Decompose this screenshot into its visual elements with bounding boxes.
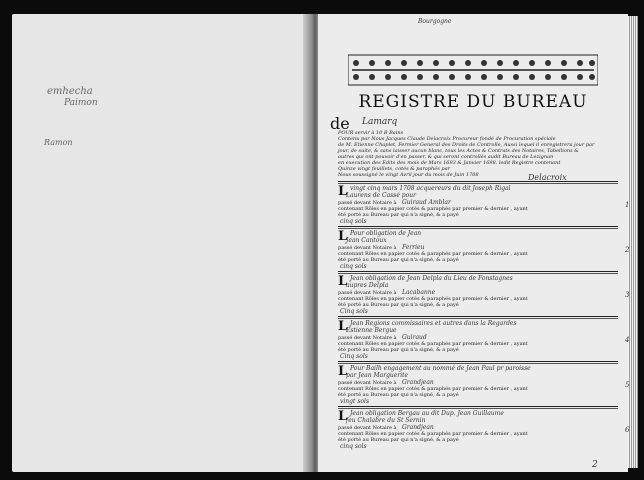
entry-handwriting: feu Chalabre du St Sernin (346, 417, 426, 424)
left-margin-mark: Ramon (44, 138, 73, 147)
register-page (318, 14, 628, 472)
form-line: contenant Rôles en papier cotés & paraphés par premier & dernier , ayant (338, 296, 528, 302)
preamble-line: Quinze vingt feuillets, cotés & paraphés par (338, 166, 450, 172)
page-number: 2 (592, 460, 598, 470)
divider (338, 361, 618, 362)
divider (338, 408, 618, 409)
divider (338, 181, 618, 182)
form-line: passé devant Notaire à (338, 245, 397, 251)
entry-handwriting: vingt cinq mars 1708 acquereurs du dit Joseph Rigal (350, 185, 511, 192)
form-line: contenant Rôles en papier cotés & paraphés par premier & dernier , ayant (338, 386, 528, 392)
form-line: été porté au Bureau par qui n'a signé, & a payé (338, 347, 459, 353)
notary-name: Guiraud (402, 334, 427, 341)
divider (338, 406, 618, 407)
entry-initial: L (338, 184, 348, 199)
preamble-line: en execution des Edits des mois de Mars 1693 & Janvier 1698. ledit Registre contenant (338, 160, 561, 166)
left-margin-mark: emhecha (47, 86, 93, 97)
entry-handwriting: par Jean Marguerite (346, 372, 409, 379)
entry-handwriting: Jean obligation de Jean Delpla du Lieu de Fonstagnes (350, 275, 513, 282)
corner-note: Bourgogne (418, 18, 452, 25)
left-blank-page (12, 14, 308, 472)
fee-paid: cinq sols (340, 218, 367, 225)
office-name: Lamarq (362, 117, 398, 127)
form-line: été porté au Bureau par qui n'a signé, & a payé (338, 212, 459, 218)
notary-name: Grandjean (402, 379, 434, 386)
form-line: passé devant Notaire à (338, 425, 397, 431)
divider (338, 363, 618, 364)
entry-number: 1 (625, 201, 630, 209)
preamble-line: autres qui ont pouvoir d'en passer, & qui seront controllés audit Bureau de Lezignan (338, 154, 554, 160)
register-entry (338, 226, 630, 270)
entry-number: 4 (625, 336, 630, 344)
divider (338, 316, 618, 317)
form-line: contenant Rôles en papier cotés & paraphés par premier & dernier , ayant (338, 341, 528, 347)
form-line: été porté au Bureau par qui n'a signé, & a payé (338, 437, 459, 443)
form-line: été porté au Bureau par qui n'a signé, & a payé (338, 392, 459, 398)
title-de: de (330, 114, 350, 133)
fee-paid: vingt sols (340, 398, 370, 405)
register-entry (338, 181, 630, 225)
fee-paid: cinq sols (340, 263, 367, 270)
entry-number: 6 (625, 426, 630, 434)
entry-handwriting: Pour obligation de Jean (350, 230, 422, 237)
divider (338, 318, 618, 319)
page-edges (628, 16, 638, 468)
form-line: contenant Rôles en papier cotés & paraphés par premier & dernier , ayant (338, 206, 528, 212)
form-line: passé devant Notaire à (338, 200, 397, 206)
form-line: contenant Rôles en papier cotés & paraphés par premier & dernier , ayant (338, 251, 528, 257)
register-title: REGISTRE DU BUREAU (358, 92, 588, 112)
preamble-line: POUR servir à 10 B Bains (338, 130, 404, 136)
preamble (338, 130, 618, 178)
entry-handwriting: Jean Cantoux (346, 237, 387, 244)
form-line: passé devant Notaire à (338, 335, 397, 341)
form-line: été porté au Bureau par qui n'a signé, & a payé (338, 257, 459, 263)
form-line: passé devant Notaire à (338, 380, 397, 386)
divider (338, 273, 618, 274)
preamble-line: jour, de suite, & sans laisser aucun blanc, tous les Actes & Contrats des Notaires, Tabellions & (338, 148, 579, 154)
ornament-band (348, 54, 598, 86)
entry-handwriting: Laurens de Cassé pour (346, 192, 416, 199)
fee-paid: Cinq sols (340, 353, 368, 360)
form-line: contenant Rôles en papier cotés & paraphés par premier & dernier , ayant (338, 431, 528, 437)
entry-initial: L (338, 229, 348, 244)
fee-paid: Cinq sols (340, 308, 368, 315)
register-entry (338, 316, 630, 360)
entry-initial: L (338, 274, 348, 289)
preamble-line: Contenu par Nous Jacques Claude Delacroix Procureur fondé de Procuration spéciale (338, 136, 556, 142)
entry-number: 2 (625, 246, 630, 254)
entry-handwriting: aupres Delpla (346, 282, 389, 289)
left-margin-mark: Paimon (64, 98, 98, 108)
entry-handwriting: Estienne Bergue (346, 327, 397, 334)
entry-handwriting: Jean Regions commissaires et autres dans la Regardes (350, 320, 517, 327)
register-entry (338, 271, 630, 315)
entry-number: 3 (625, 291, 630, 299)
signature: Delacroix (528, 173, 567, 182)
preamble-line: de M. Etienne Chaplet, Fermier General des Droits de Controlle, Aussi lequel il enregistrera jour par (338, 142, 595, 148)
notary-name: Guiraud Amblar (402, 199, 451, 206)
register-entry (338, 361, 630, 405)
notary-name: Lacabanne (402, 289, 436, 296)
notary-name: Ferrieu (402, 244, 425, 251)
notary-name: Grandjean (402, 424, 434, 431)
entry-number: 5 (625, 381, 630, 389)
entry-initial: L (338, 364, 348, 379)
register-entry (338, 406, 630, 450)
form-line: été porté au Bureau par qui n'a signé, & a payé (338, 302, 459, 308)
entry-handwriting: Jean obligation Bergau au dit Dup. Jean Guillaume (350, 410, 504, 417)
divider (338, 228, 618, 229)
entry-initial: L (338, 409, 348, 424)
divider (338, 226, 618, 227)
fee-paid: cinq sols (340, 443, 367, 450)
form-line: passé devant Notaire à (338, 290, 397, 296)
preamble-line: Nous soussigné le vingt Avril jour du mois de Juin 1708 (338, 172, 479, 178)
divider (338, 271, 618, 272)
entry-initial: L (338, 319, 348, 334)
entry-handwriting: Pour Bailh engagement au nommé de Jean Paul pr paroisse (350, 365, 531, 372)
divider (338, 183, 618, 184)
